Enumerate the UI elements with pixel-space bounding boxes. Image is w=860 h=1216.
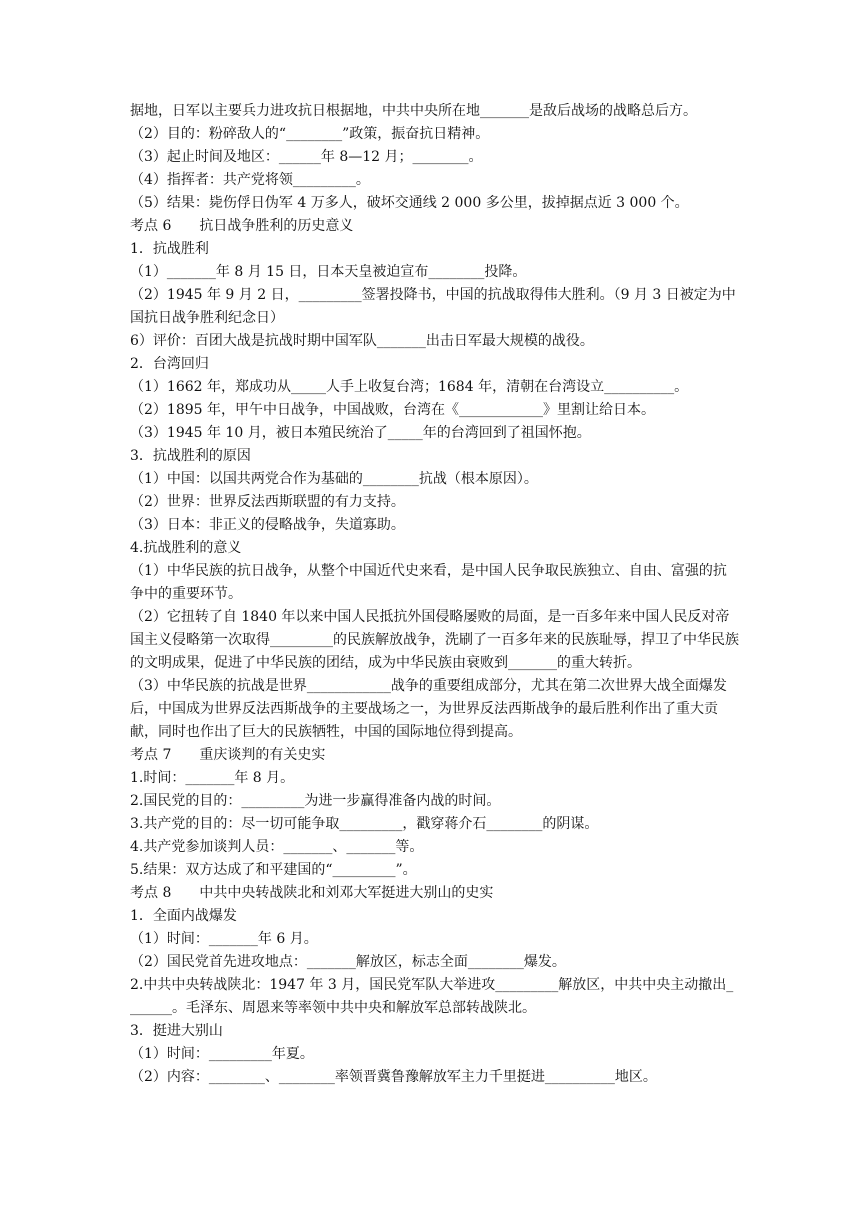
text-line: 1.时间：_______年 8 月。 xyxy=(130,770,295,786)
text-line: （2）1895 年，甲午中日战争，中国战败，台湾在《____________》里割让给日本。 xyxy=(130,402,655,418)
text-line: 6）评价：百团大战是抗战时期中国军队_______出击日军最大规模的战役。 xyxy=(130,333,594,349)
text-line: （3）日本：非正义的侵略战争，失道寡助。 xyxy=(130,517,405,533)
section-heading: 考点 6 抗日战争胜利的历史意义 xyxy=(130,218,354,234)
subheading: 3．挺进大别山 xyxy=(130,1023,223,1039)
text-line: （5）结果：毙伤俘日伪军 4 万多人，破坏交通线 2 000 多公里，拔掉据点近 3 000 个。 xyxy=(130,195,689,211)
text-line: （1）时间：_________年夏。 xyxy=(130,1046,314,1062)
text-line: （1）中国：以国共两党合作为基础的________抗战（根本原因）。 xyxy=(130,471,538,487)
text-line: 4.共产党参加谈判人员：_______、_______等。 xyxy=(130,839,424,855)
text-line: （1）_______年 8 月 15 日，日本天皇被迫宣布________投降。 xyxy=(130,264,527,280)
subheading: 4.抗战胜利的意义 xyxy=(130,540,242,556)
subheading: 3．抗战胜利的原因 xyxy=(130,448,251,464)
text-paragraph: （1）中华民族的抗日战争，从整个中国近代史来看，是中国人民争取民族独立、自由、富强的抗争中的重要环节。 xyxy=(130,563,727,602)
text-paragraph: 2.中共中央转战陕北：1947 年 3 月，国民党军队大举进攻_________解放区，中共中央主动撤出_______。毛泽东、周恩来等率领中共中央和解放军总部转战陕北。 xyxy=(130,977,734,1016)
text-paragraph: （3）中华民族的抗战是世界____________战争的重要组成部分，尤其在第二次世界大战全面爆发后，中国成为世界反法西斯战争的主要战场之一，为世界反法西斯战争的最后胜利作出了重大贡献，同时也作出了巨大的民族牺牲，中国的国际地位得到提高。 xyxy=(130,678,727,740)
text-line: 据地，日军以主要兵力进攻抗日根据地，中共中央所在地_______是敌后战场的战略总后方。 xyxy=(130,103,697,119)
subheading: 2．台湾回归 xyxy=(130,356,209,372)
text-line: （2）内容：________、________率领晋冀鲁豫解放军主力千里挺进__________地区。 xyxy=(130,1069,657,1085)
text-paragraph: （2）它扭转了自 1840 年以来中国人民抵抗外国侵略屡败的局面，是一百多年来中国人民反对帝国主义侵略第一次取得_________的民族解放战争，洗刷了一百多年来的民族耻辱，捍卫了中华民族的文明成果，促进了中华民族的团结，成为中华民族由衰败到_______的重大转折。 xyxy=(130,609,739,671)
text-line: 5.结果：双方达成了和平建国的“_________”。 xyxy=(130,862,417,878)
text-line: 3.共产党的目的：尽一切可能争取_________，戳穿蒋介石________的阴谋。 xyxy=(130,816,599,832)
subheading: 1．全面内战爆发 xyxy=(130,908,237,924)
section-heading: 考点 8 中共中央转战陕北和刘邓大军挺进大别山的史实 xyxy=(130,885,494,901)
subheading: 1．抗战胜利 xyxy=(130,241,209,257)
section-heading: 考点 7 重庆谈判的有关史实 xyxy=(130,747,326,763)
text-line: 2.国民党的目的：_________为进一步赢得准备内战的时间。 xyxy=(130,793,501,809)
text-line: （1）时间：_______年 6 月。 xyxy=(130,931,318,947)
text-line: （3）起止时间及地区：______年 8—12 月；________。 xyxy=(130,149,483,165)
text-line: （3）1945 年 10 月，被日本殖民统治了_____年的台湾回到了祖国怀抱。 xyxy=(130,425,591,441)
text-line: （1）1662 年，郑成功从_____人手上收复台湾；1684 年，清朝在台湾设立__________。 xyxy=(130,379,689,395)
text-line: （2）国民党首先进攻地点：_______解放区，标志全面________爆发。 xyxy=(130,954,566,970)
text-line: （2）目的：粉碎敌人的“________”政策，振奋抗日精神。 xyxy=(130,126,490,142)
text-paragraph: （2）1945 年 9 月 2 日，_________签署投降书，中国的抗战取得伟大胜利。（9 月 3 日被定为中国抗日战争胜利纪念日） xyxy=(130,287,736,326)
text-line: （2）世界：世界反法西斯联盟的有力支持。 xyxy=(130,494,405,510)
text-line: （4）指挥者：共产党将领_________。 xyxy=(130,172,370,188)
